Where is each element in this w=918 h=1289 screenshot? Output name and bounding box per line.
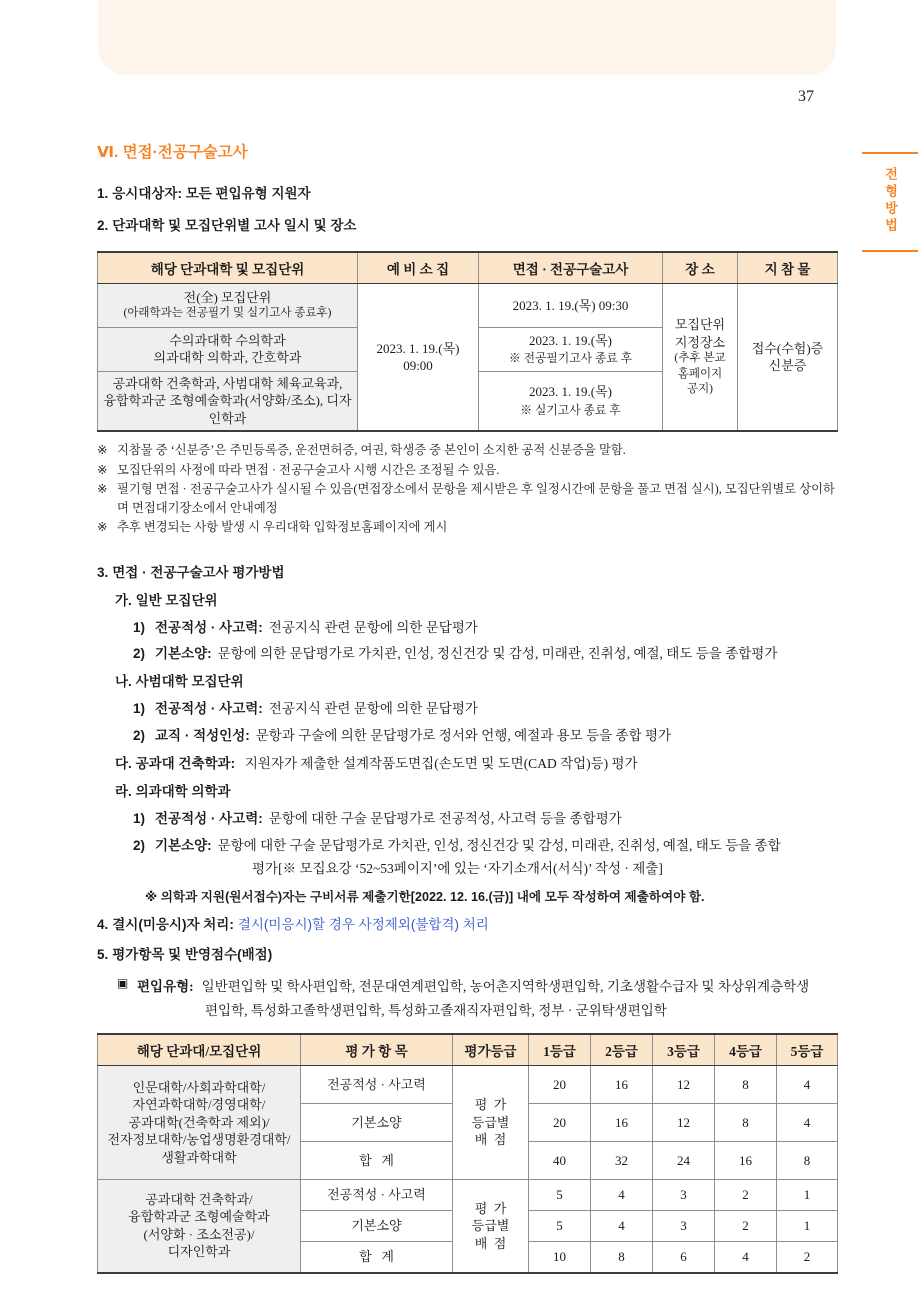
note-mark: ※ xyxy=(97,519,108,534)
exam-cell-2 xyxy=(479,327,663,371)
transfer-types-line xyxy=(97,975,837,995)
section-title: Ⅵ. 면접·전공구술고사 xyxy=(97,144,248,161)
sidebar-tab-label: 전형방법 xyxy=(883,167,898,235)
note-text: 필기형 면접 · 전공구술고사가 실시될 수 있음(면접장소에서 문항을 제시받은 후 일정시간에 문항을 풀고 면접 실시), 모집단위별로 상이하며 면접대기장소에서 안내예정 xyxy=(117,481,835,515)
score-cell: 12 xyxy=(653,1104,715,1142)
score-cell: 2 xyxy=(715,1180,777,1211)
table-row xyxy=(98,283,838,327)
col-header-grade3: 3등급 xyxy=(653,1034,715,1066)
eval-item-cell: 기본소양 xyxy=(301,1211,453,1242)
score-cell: 4 xyxy=(591,1180,653,1211)
note-mark: ※ xyxy=(97,462,108,477)
criterion-number: 1) xyxy=(133,619,146,635)
sidebar-tab-line-bottom xyxy=(862,250,918,252)
grade-label-line: 배 점 xyxy=(474,1132,507,1148)
criterion-text: 문항과 구술에 의한 문답평가로 정서와 언행, 예절과 용모 등을 종합 평가 xyxy=(255,728,672,744)
col-header-unit: 해당 단과대/모집단위 xyxy=(98,1034,301,1066)
criterion-item xyxy=(97,700,837,719)
table-row xyxy=(98,1180,838,1211)
score-cell: 16 xyxy=(715,1142,777,1180)
item-2-number: 2. xyxy=(97,217,109,233)
score-cell: 2 xyxy=(777,1242,838,1273)
score-table xyxy=(97,1033,838,1274)
col-header-item: 평 가 항 목 xyxy=(301,1034,453,1066)
criterion-number: 2) xyxy=(133,728,146,744)
criterion-text-continued: 평가[※ 모집요강 ‘52~53페이지’에 있는 ‘자기소개서(서식)’ 작성 · 제출] xyxy=(252,860,663,876)
unit-sub: 의과대학 의학과, 간호학과 xyxy=(153,350,302,366)
item-3 xyxy=(97,564,837,583)
grade-label-line: 배 점 xyxy=(474,1235,507,1251)
bring-cell xyxy=(738,283,838,431)
score-cell: 4 xyxy=(591,1211,653,1242)
place-sub1: (추후 본교 xyxy=(674,352,726,365)
eval-item-cell: 전공적성 · 사고력 xyxy=(301,1180,453,1211)
page-number: 37 xyxy=(798,88,814,105)
place-line1: 모집단위 xyxy=(674,317,726,333)
exam-cell-3 xyxy=(479,371,663,431)
note-text: 지참물 중 ‘신분증’은 주민등록증, 운전면허증, 여권, 학생증 중 본인이 소지한 공적 신분증을 말함. xyxy=(117,443,626,458)
place-cell xyxy=(663,283,738,431)
place-sub3: 공지) xyxy=(686,383,714,396)
item-5-text: 평가항목 및 반영점수(배점) xyxy=(112,947,273,963)
criterion-text: 문항에 의한 문답평가로 가치관, 인성, 정신건강 및 감성, 미래관, 진취성, 예절, 태도 등을 종합평가 xyxy=(217,646,778,662)
exam-schedule-table-wrap xyxy=(97,251,837,433)
unit-main: 수의과대학 수의학과 xyxy=(169,332,286,348)
exam-datetime: 2023. 1. 19.(목) xyxy=(529,332,612,348)
grade-label-line: 등급별 xyxy=(471,1218,510,1234)
col-header-unit: 해당 단과대학 및 모집단위 xyxy=(98,252,358,284)
score-cell: 32 xyxy=(591,1142,653,1180)
col-header-bring: 지 참 물 xyxy=(738,252,838,284)
criterion-item xyxy=(97,837,837,856)
item-1 xyxy=(97,184,837,205)
col-header-rollcall: 예 비 소 집 xyxy=(358,252,479,284)
score-cell: 1 xyxy=(777,1180,838,1211)
sidebar-tab-line-top xyxy=(862,152,918,154)
grade-label-line: 등급별 xyxy=(471,1114,510,1130)
subsection-na xyxy=(97,673,837,692)
criterion-item xyxy=(97,727,837,746)
unit-line: 전자정보대학/농업생명환경대학/ xyxy=(107,1132,291,1148)
transfer-types-text: 일반편입학 및 학사편입학, 전문대연계편입학, 농어촌지역학생편입학, 기초생활수급자 및 차상위계층학생 xyxy=(201,979,810,995)
criterion-label: 교직 · 적성인성: xyxy=(155,728,250,744)
unit-main: 전(全) 모집단위 xyxy=(183,289,272,305)
rollcall-cell xyxy=(358,283,479,431)
note-item xyxy=(97,518,837,537)
criterion-label: 전공적성 · 사고력: xyxy=(155,619,263,635)
unit-cell-eng-art xyxy=(98,371,358,431)
score-cell: 5 xyxy=(529,1211,591,1242)
grade-label-cell-group2 xyxy=(453,1180,529,1273)
subsection-da xyxy=(97,755,837,774)
criterion-text: 문항에 대한 구술 문답평가로 전공적성, 사고력 등을 종합평가 xyxy=(268,810,622,826)
subsection-ra-marker: 라. xyxy=(115,783,132,799)
unit-line: 자연과학대학/경영대학/ xyxy=(132,1097,266,1113)
score-cell: 8 xyxy=(777,1142,838,1180)
subsection-ga-marker: 가. xyxy=(115,592,132,608)
score-cell: 8 xyxy=(715,1104,777,1142)
item-4-label: 결시(미응시)자 처리: xyxy=(112,917,234,933)
col-header-grade1: 1등급 xyxy=(529,1034,591,1066)
unit-main: 공과대학 건축학과, 사범대학 체육교육과, xyxy=(112,375,343,391)
col-header-place: 장 소 xyxy=(663,252,738,284)
rollcall-date: 2023. 1. 19.(목) xyxy=(376,340,460,356)
score-cell: 4 xyxy=(715,1242,777,1273)
criterion-number: 2) xyxy=(133,837,146,853)
note-item xyxy=(97,480,837,518)
transfer-types-label: 편입유형: xyxy=(137,979,194,995)
score-cell: 4 xyxy=(777,1066,838,1104)
eval-item-cell: 전공적성 · 사고력 xyxy=(301,1066,453,1104)
score-cell: 1 xyxy=(777,1211,838,1242)
unit-sub: 융합학과군 조형예술학과(서양화/조소), 디자인학과 xyxy=(103,393,352,426)
score-cell: 3 xyxy=(653,1211,715,1242)
criterion-text: 전공지식 관련 문항에 의한 문답평가 xyxy=(268,619,478,635)
criterion-label: 전공적성 · 사고력: xyxy=(155,810,263,826)
score-cell: 24 xyxy=(653,1142,715,1180)
item-2 xyxy=(97,216,837,237)
score-cell: 16 xyxy=(591,1104,653,1142)
criterion-item xyxy=(97,619,837,638)
bring-line1: 접수(수험)증 xyxy=(751,340,824,356)
unit-line: 융합학과군 조형예술학과 xyxy=(128,1209,270,1225)
square-bullet-icon: ▣ xyxy=(117,976,129,991)
item-4 xyxy=(97,916,837,935)
criterion-number: 2) xyxy=(133,646,146,662)
unit-sub: (아래학과는 전공필기 및 실기고사 종료후) xyxy=(123,307,332,320)
subsection-na-marker: 나. xyxy=(115,674,132,690)
exam-datetime: 2023. 1. 19.(목) xyxy=(529,384,612,400)
eval-item-cell: 합 계 xyxy=(301,1142,453,1180)
grade-label-line: 평 가 xyxy=(474,1200,507,1216)
subsection-ga xyxy=(97,592,837,611)
item-1-text: 응시대상자: 모든 편입유형 지원자 xyxy=(112,186,311,201)
subsection-na-title: 사범대학 모집단위 xyxy=(135,674,244,690)
score-cell: 6 xyxy=(653,1242,715,1273)
item-3-number: 3. xyxy=(97,564,109,580)
item-5 xyxy=(97,946,837,965)
note-mark: ※ xyxy=(97,481,108,496)
item-1-number: 1. xyxy=(97,186,109,201)
unit-cell-all xyxy=(98,283,358,327)
score-cell: 2 xyxy=(715,1211,777,1242)
criterion-text: 전공지식 관련 문항에 의한 문답평가 xyxy=(268,701,478,717)
note-item xyxy=(97,461,837,480)
subsection-ra xyxy=(97,783,837,802)
score-cell: 10 xyxy=(529,1242,591,1273)
exam-schedule-table xyxy=(97,251,838,433)
unit-line: 디자인학과 xyxy=(167,1244,231,1260)
unit-line: 인문대학/사회과학대학/ xyxy=(132,1079,266,1095)
item-3-text: 면접 · 전공구술고사 평가방법 xyxy=(112,564,285,580)
grade-label-line: 평 가 xyxy=(474,1097,507,1113)
rollcall-time: 09:00 xyxy=(403,358,433,374)
criterion-label: 기본소양: xyxy=(155,837,212,853)
criterion-number: 1) xyxy=(133,810,146,826)
col-header-grade4: 4등급 xyxy=(715,1034,777,1066)
exam-datetime: 2023. 1. 19.(목) 09:30 xyxy=(512,297,629,313)
place-sub2: 홈페이지 xyxy=(677,367,723,380)
eval-item-cell: 기본소양 xyxy=(301,1104,453,1142)
transfer-types-text-continued: 편입학, 특성화고졸학생편입학, 특성화고졸재직자편입학, 정부 · 군위탁생편입학 xyxy=(205,1003,667,1019)
unit-line: (서양화 · 조소전공)/ xyxy=(143,1226,255,1242)
note-mark: ※ xyxy=(97,443,108,458)
page-content xyxy=(97,0,837,1274)
criterion-number: 1) xyxy=(133,701,146,717)
subsection-da-label: 공과대 건축학과: xyxy=(135,755,236,771)
score-cell: 8 xyxy=(715,1066,777,1104)
criterion-item xyxy=(97,645,837,664)
subsection-da-marker: 다. xyxy=(115,755,132,771)
exam-cell-1 xyxy=(479,283,663,327)
score-cell: 16 xyxy=(591,1066,653,1104)
unit-cell-group2 xyxy=(98,1180,301,1273)
unit-line: 공과대학 건축학과/ xyxy=(145,1191,253,1207)
grade-label-cell-group1 xyxy=(453,1066,529,1180)
table-header-row xyxy=(98,252,838,284)
place-line2: 지정장소 xyxy=(674,334,726,350)
criterion-text: 문항에 대한 구술 문답평가로 가치관, 인성, 정신건강 및 감성, 미래관, 진취성, 예절, 태도 등을 종합 xyxy=(217,837,781,853)
note-text: 추후 변경되는 사항 발생 시 우리대학 입학정보홈페이지에 게시 xyxy=(117,519,448,534)
table-row xyxy=(98,1066,838,1104)
eval-item-cell: 합 계 xyxy=(301,1242,453,1273)
score-cell: 5 xyxy=(529,1180,591,1211)
score-cell: 40 xyxy=(529,1142,591,1180)
item-5-number: 5. xyxy=(97,947,109,963)
note-text: 모집단위의 사정에 따라 면접 · 전공구술고사 시행 시간은 조정될 수 있음. xyxy=(117,462,500,477)
col-header-grade5: 5등급 xyxy=(777,1034,838,1066)
score-cell: 4 xyxy=(777,1104,838,1142)
score-cell: 20 xyxy=(529,1104,591,1142)
col-header-exam: 면접 · 전공구술고사 xyxy=(479,252,663,284)
exam-note: ※ 전공필기고사 종료 후 xyxy=(508,351,633,366)
item-2-text: 단과대학 및 모집단위별 고사 일시 및 장소 xyxy=(112,217,357,233)
score-cell: 12 xyxy=(653,1066,715,1104)
unit-cell-vet-med xyxy=(98,327,358,371)
subsection-ga-title: 일반 모집단위 xyxy=(135,592,218,608)
table-header-row xyxy=(98,1034,838,1066)
criterion-label: 전공적성 · 사고력: xyxy=(155,701,263,717)
col-header-grade2: 2등급 xyxy=(591,1034,653,1066)
subsection-ra-title: 의과대학 의학과 xyxy=(135,783,231,799)
unit-cell-group1 xyxy=(98,1066,301,1180)
notes-list xyxy=(97,441,837,536)
score-cell: 20 xyxy=(529,1066,591,1104)
subsection-da-text: 지원자가 제출한 설계작품도면집(손도면 및 도면(CAD 작업)등) 평가 xyxy=(244,755,638,771)
medical-note: ※ 의학과 지원(원서접수)자는 구비서류 제출기한[2022. 12. 16.(금)] 내에 모두 작성하여 제출하여야 함. xyxy=(145,890,705,905)
note-item xyxy=(97,441,837,460)
unit-line: 공과대학(건축학과 제외)/ xyxy=(128,1114,270,1130)
score-table-wrap xyxy=(97,1033,837,1274)
col-header-grade: 평가등급 xyxy=(453,1034,529,1066)
item-4-number: 4. xyxy=(97,917,109,933)
item-4-blue-text: 결시(미응시)할 경우 사정제외(불합격) 처리 xyxy=(237,917,489,933)
exam-note: ※ 실기고사 종료 후 xyxy=(520,402,621,417)
score-cell: 3 xyxy=(653,1180,715,1211)
bring-line2: 신분증 xyxy=(768,358,807,374)
criterion-label: 기본소양: xyxy=(155,646,212,662)
score-cell: 8 xyxy=(591,1242,653,1273)
unit-line: 생활과학대학 xyxy=(161,1150,237,1165)
criterion-item xyxy=(97,810,837,829)
